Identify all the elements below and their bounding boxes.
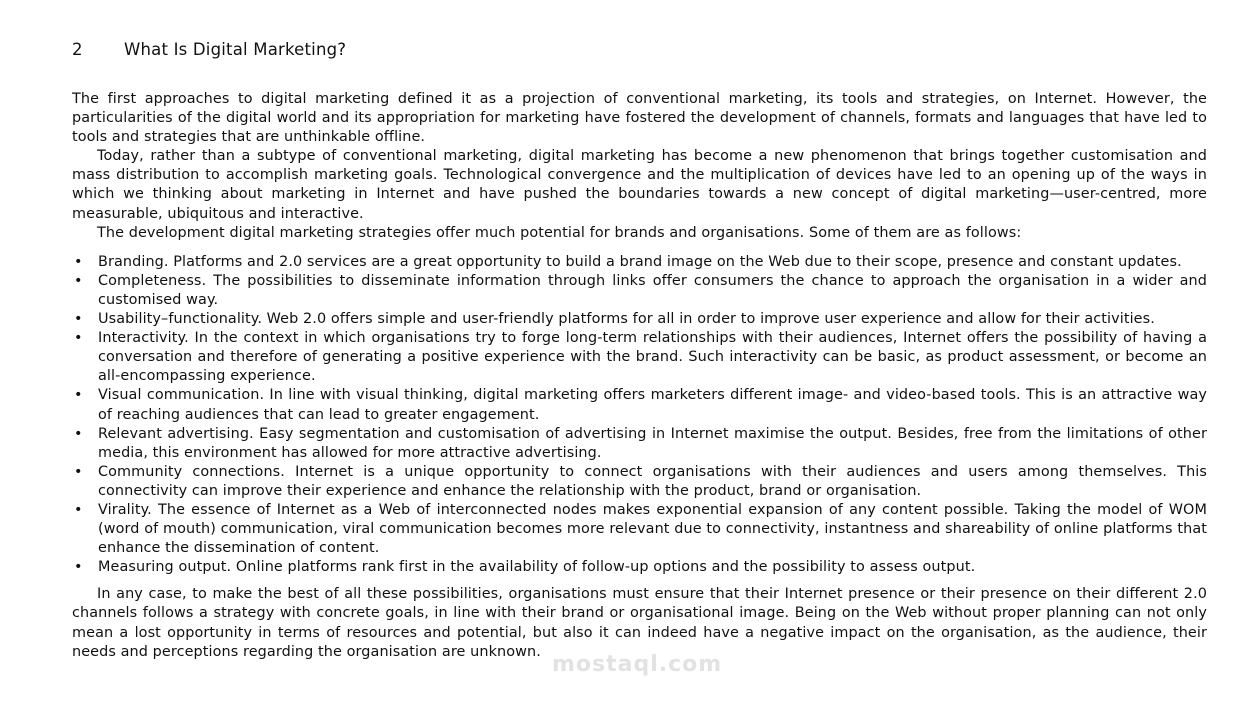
section-heading [72,38,1207,62]
bullet-icon: • [74,425,83,442]
bullet-icon: • [74,387,83,404]
bullet-icon: • [74,330,83,347]
list-item-text: Relevant advertising. Easy segmentation and customisation of advertising in Internet maximise the output. Besides, free from the limitations of other media, this environment has allowed for more attractive advertising. [98,425,1207,461]
document-page [72,38,1207,662]
body-paragraph: Today, rather than a subtype of conventional marketing, digital marketing has become a new phenomenon that brings together customisation and mass distribution to accomplish marketing goals. Technological convergence and the multiplication of devices have led to an opening up of the ways in which we thinking about marketing in Internet and have pushed the boundaries towards a new concept of digital marketing—user-centred, more measurable, ubiquitous and interactive. [72,148,1207,222]
list-item-text: Virality. The essence of Internet as a Web of interconnected nodes makes exponential expansion of any content possible. Taking the model of WOM (word of mouth) communication, viral communication becomes more relevant due to connectivity, instantness and shareability of online platforms that enhance the dissemination of content. [98,501,1207,557]
bullet-icon: • [74,463,83,480]
list-item-text: Measuring output. Online platforms rank first in the availability of follow-up options and the possibility to assess output. [98,559,976,576]
benefits-list [72,253,1207,578]
list-item [72,558,1207,577]
intro-paragraph: The first approaches to digital marketing defined it as a projection of conventional marketing, its tools and strategies, on Internet. However, the particularities of the digital world and its appropriation for marketing have fostered the development of channels, formats and languages that have led to tools and strategies that are unthinkable offline. [72,91,1207,146]
list-item [72,463,1207,501]
watermark: mostaql.com [552,652,723,677]
list-item [72,310,1207,329]
bullet-icon: • [74,272,83,289]
lead-in-paragraph: The development digital marketing strategies offer much potential for brands and organisations. Some of them are as follows: [97,224,1022,241]
section-number: 2 [72,40,83,59]
bullet-icon: • [74,501,83,518]
list-item [72,272,1207,310]
closing-paragraph: In any case, to make the best of all these possibilities, organisations must ensure that their Internet presence or their presence on their different 2.0 channels follows a strategy with concrete goals, in line with their brand or organisational image. Being on the Web without proper planning can not only mean a lost opportunity in terms of resources and potential, but also it can indeed have a negative impact on the organisation, as the audience, their needs and perceptions regarding the organisation are unknown. [72,586,1207,660]
bullet-icon: • [74,253,83,270]
list-item [72,386,1207,424]
section-title: What Is Digital Marketing? [124,40,347,59]
list-item-text: Visual communication. In line with visual thinking, digital marketing offers marketers different image- and video-based tools. This is an attractive way of reaching audiences that can lead to greater engagement. [98,387,1207,423]
bullet-icon: • [74,311,83,328]
list-item [72,501,1207,558]
list-item [72,253,1207,272]
list-item-text: Interactivity. In the context in which organisations try to forge long-term relationships with their audiences, Internet offers the possibility of having a conversation and therefore of generating a positive experience with the brand. Such interactivity can be basic, as product assessment, or become an all-encompassing experience. [98,330,1207,385]
list-item [72,329,1207,386]
list-item-text: Community connections. Internet is a unique opportunity to connect organisations with their audiences and users among themselves. This connectivity can improve their experience and enhance the relationship with the product, brand or organisation. [98,463,1207,499]
list-item-text: Branding. Platforms and 2.0 services are a great opportunity to build a brand image on the Web due to their scope, presence and constant updates. [98,253,1182,270]
list-item [72,425,1207,463]
list-item-text: Usability–functionality. Web 2.0 offers simple and user-friendly platforms for all in order to improve user experience and allow for their activities. [98,311,1155,328]
list-item-text: Completeness. The possibilities to disseminate information through links offer consumers the chance to approach the organisation in a wider and customised way. [98,272,1207,308]
bullet-icon: • [74,559,83,576]
